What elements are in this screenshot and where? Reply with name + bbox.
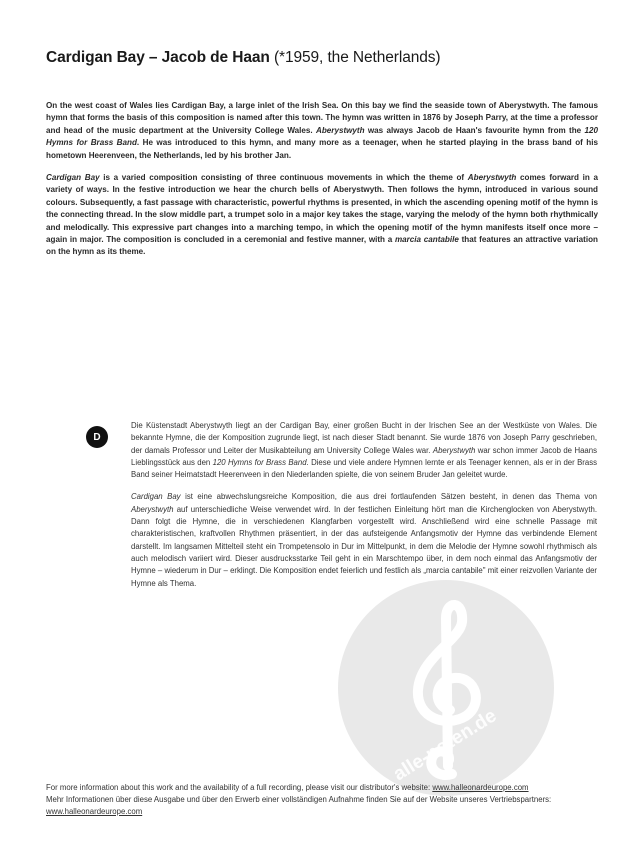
german-paragraph-1 [131,420,597,481]
emphasis-text: Aberystwyth [131,504,174,514]
language-badge-german: D [86,426,108,448]
text-run: . Diese und viele andere Hymnen lernte er als Teenager kennen, als er in der Brass Band seiner Heimatstadt Heerenveen in den Niederlanden spielte, die von seinem Bruder Jan geleitet wurde. [131,457,597,480]
text-run: ist eine abwechslungsreiche Komposition, die aus drei fortlaufenden Sätzen besteht, in denen das Thema von [180,492,597,502]
footer-line-german: Mehr Informationen über diese Ausgabe und über den Erwerb einer vollständigen Aufnahme finden Sie auf der Website unseres Vertriebspartners: [46,794,552,804]
watermark-treble-clef-icon [336,578,556,798]
emphasis-text: 120 Hymns for Brass Band [46,125,598,148]
footer [46,782,606,817]
emphasis-text: Aberystwyth [316,125,365,135]
text-run: On the west coast of Wales lies Cardigan Bay, a large inlet of the Irish Sea. On this bay we find the seaside town of Aberystwyth. The famous hymn that forms the basis of this composition is named after this town. The hymn was written in 1876 by Joseph Parry, at the time a professor and head of the music department at the University College Wales. [46,101,598,135]
distributor-link-english[interactable]: www.halleonardeurope.com [432,783,529,792]
emphasis-text: Aberystwyth [467,173,517,183]
text-run: was always Jacob de Haan's favourite hymn from the [364,125,585,135]
emphasis-text: marcia cantabile [394,235,459,245]
text-run: comes forward in a variety of ways. In the festive introduction we hear the church bells of Aberystwyth. Then follows the hymn, introduced in various sound colours. Subsequently, a fast passage with characteristic, powerful rhythms is presented, in which the ascending opening motif of the hymn is the connecting thread. In the slow middle part, a trumpet solo in a major key takes the stage, varying the melody of the hymn both rhythmically and melodically. This expressive part changes into a marching tempo, in which the opening motif of the hymn manifests itself once more – again in major. The composition is concluded in a ceremonial and festive manner, with a [46,173,598,245]
english-text [46,100,598,269]
text-run: is a varied composition consisting of three continuous movements in which the theme of [99,173,468,183]
watermark-text: alle-noten.de [389,705,501,786]
english-paragraph-1 [46,100,598,162]
emphasis-text: Aberystwyth [432,445,476,455]
german-text [131,420,597,600]
text-run: auf unterschiedliche Weise verwendet wird. In der festlichen Einleitung hört man die Kirchenglocken von Aberystwyth. Dann folgt die Hymne, die in verschiedenen Klangfarben vorgestellt wird. Anschließend wird eine schnelle Passage mit charakteristischen, kraftvollen Rhythmen präsentiert, in der das aufsteigende Anfangsmotiv der Hymne das verbindende Element darstellt. Im langsamen Mittelteil steht ein Trompetensolo in Dur im Mittelpunkt, in dem die Melodie der Hymne sowohl rhythmisch als auch melodisch variiert wird. Dieser ausdrucksstarke Teil geht in ein Marschtempo über, in dem noch einmal das Anfangsmotiv der Hymne – wiederum in Dur – erklingt. Die Komposition endet feierlich und festlich als „marcia cantabile" mit einer reizvollen Variante der Hymne als Thema. [131,504,597,588]
title-main: Cardigan Bay – Jacob de Haan [46,49,270,66]
emphasis-text: 120 Hymns for Brass Band [212,457,307,467]
emphasis-text: Cardigan Bay [131,492,181,502]
text-run: . He was introduced to this hymn, and many more as a teenager, when he started playing in the brass band of his hometown Heerenveen, the Netherlands, led by his brother Jan. [46,138,598,160]
distributor-link-german[interactable]: www.halleonardeurope.com [46,806,143,816]
text-run: Die Küstenstadt Aberystwyth liegt an der Cardigan Bay, einer großen Bucht in der Irischen See an der Westküste von Wales. Die bekannte Hymne, die der Komposition zugrunde liegt, ist nach dieser Stadt benannt. Sie wurde 1876 von Joseph Parry geschrieben, der damals Professor und Leiter der Musikabteilung am University College Wales war. [131,421,597,455]
english-paragraph-2 [46,172,598,259]
title-sub: (*1959, the Netherlands) [273,49,441,66]
text-run: war schon immer Jacob de Haans Lieblingsstück aus den [131,445,597,467]
page-title [46,49,440,67]
emphasis-text: Cardigan Bay [46,173,100,183]
german-paragraph-2 [131,491,597,589]
footer-line-english: For more information about this work and the availability of a full recording, please visit our distributor's website: [46,783,433,792]
text-run: that features an attractive variation on the hymn as its theme. [46,235,598,257]
